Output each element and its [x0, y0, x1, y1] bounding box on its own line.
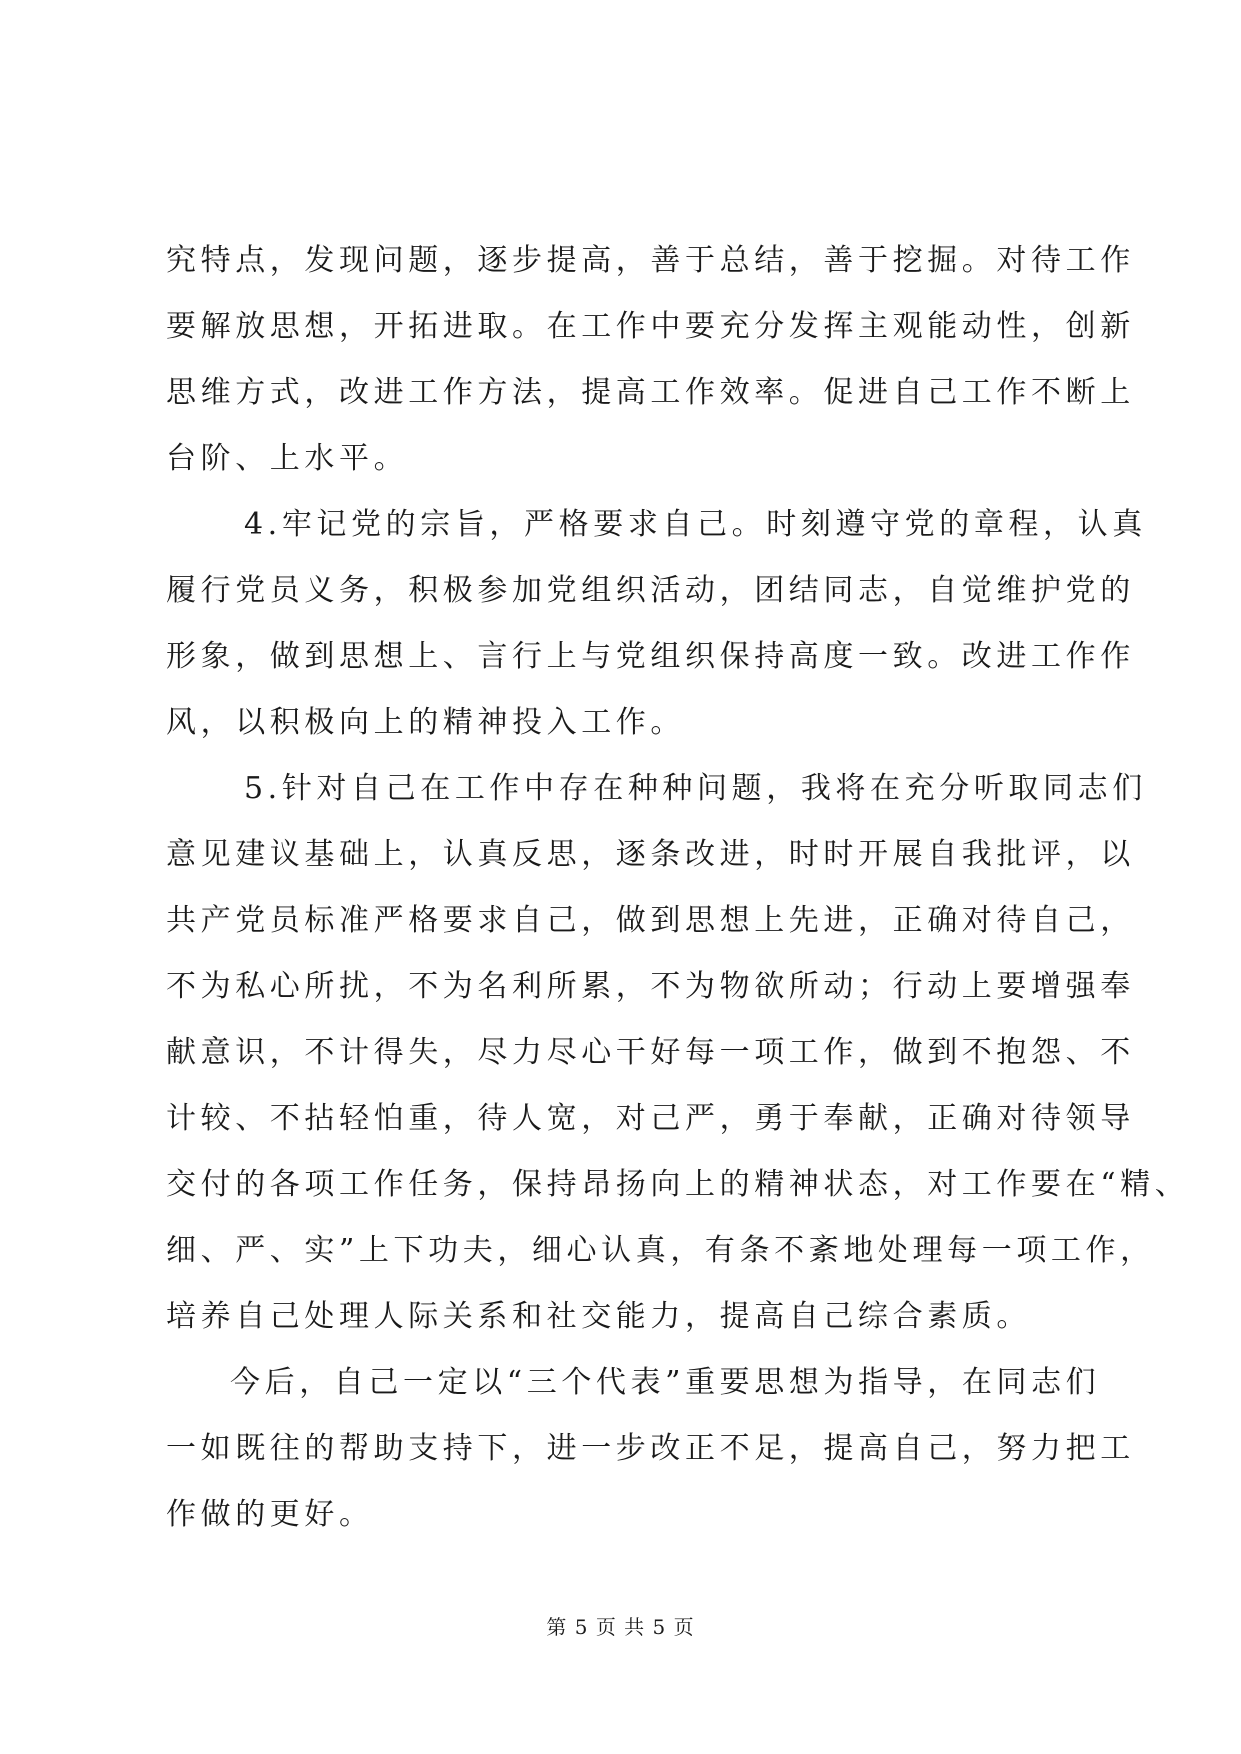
- text-line: 交付的各项工作任务，保持昂扬向上的精神状态，对工作要在“精、: [166, 1167, 1190, 1202]
- text-line: 一如既往的帮助支持下，进一步改正不足，提高自己，努力把工: [166, 1431, 1135, 1466]
- text-line: 细、严、实”上下功夫，细心认真，有条不紊地处理每一项工作，: [166, 1233, 1155, 1268]
- text-line: 形象，做到思想上、言行上与党组织保持高度一致。改进工作作: [166, 639, 1135, 674]
- text-line: 献意识，不计得失，尽力尽心干好每一项工作，做到不抱怨、不: [166, 1035, 1135, 1070]
- document-body: [166, 228, 1190, 1548]
- text-line: 履行党员义务，积极参加党组织活动，团结同志，自觉维护党的: [166, 573, 1135, 608]
- text-line: 培养自己处理人际关系和社交能力，提高自己综合素质。: [166, 1299, 1031, 1334]
- text-line: 究特点，发现问题，逐步提高，善于总结，善于挖掘。对待工作: [166, 243, 1135, 278]
- text-line: 计较、不拈轻怕重，待人宽，对己严，勇于奉献，正确对待领导: [166, 1101, 1135, 1136]
- page-number-footer: 第 5 页 共 5 页: [546, 1615, 695, 1639]
- text-line: 不为私心所扰，不为名利所累，不为物欲所动；行动上要增强奉: [166, 969, 1135, 1004]
- text-line: 意见建议基础上，认真反思，逐条改进，时时开展自我批评，以: [166, 837, 1135, 872]
- closing-paragraph-first-line: 今后，自己一定以“三个代表”重要思想为指导，在同志们: [230, 1365, 1101, 1400]
- paragraph-4-first-line: 4.牢记党的宗旨，严格要求自己。时刻遵守党的章程，认真: [244, 507, 1147, 542]
- text-line: 共产党员标准严格要求自己，做到思想上先进，正确对待自己，: [166, 903, 1135, 938]
- paragraph-5-first-line: 5.针对自己在工作中存在种种问题，我将在充分听取同志们: [244, 771, 1147, 806]
- text-line: 作做的更好。: [166, 1497, 374, 1532]
- text-line: 要解放思想，开拓进取。在工作中要充分发挥主观能动性，创新: [166, 309, 1135, 344]
- text-line: 台阶、上水平。: [166, 441, 409, 476]
- text-line: 风，以积极向上的精神投入工作。: [166, 705, 685, 740]
- text-line: 思维方式，改进工作方法，提高工作效率。促进自己工作不断上: [166, 375, 1135, 410]
